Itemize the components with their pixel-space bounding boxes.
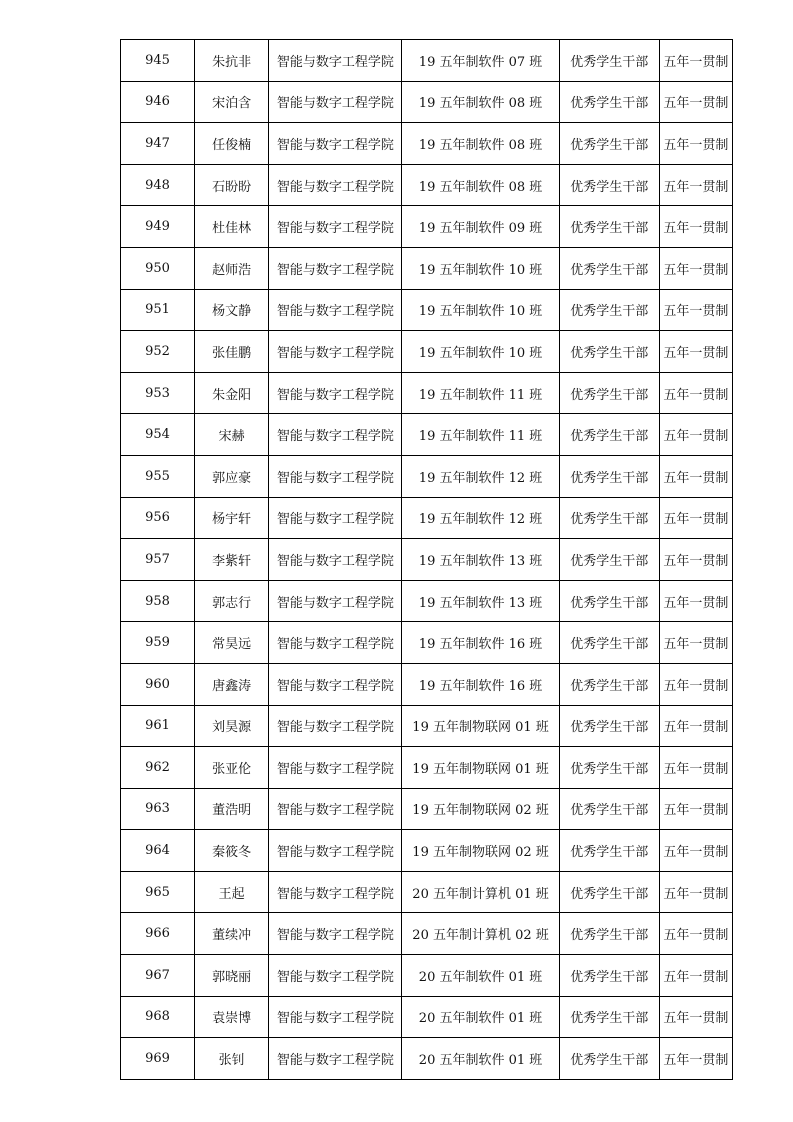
program-type-cell: 五年一贯制 (659, 830, 732, 872)
serial-number-cell: 955 (121, 455, 195, 497)
serial-number-cell: 958 (121, 580, 195, 622)
student-name-cell: 杨文静 (195, 289, 269, 331)
college-cell: 智能与数字工程学院 (269, 663, 402, 705)
program-type-cell: 五年一贯制 (659, 622, 732, 664)
table-row (121, 289, 733, 331)
college-cell: 智能与数字工程学院 (269, 331, 402, 373)
student-name-cell: 秦筱冬 (195, 830, 269, 872)
table-row (121, 40, 733, 82)
honor-title-cell: 优秀学生干部 (559, 497, 659, 539)
honor-title-cell: 优秀学生干部 (559, 40, 659, 82)
student-name-cell: 张钊 (195, 1038, 269, 1080)
honor-title-cell: 优秀学生干部 (559, 539, 659, 581)
serial-number-cell: 962 (121, 747, 195, 789)
honor-title-cell: 优秀学生干部 (559, 206, 659, 248)
student-name-cell: 郭应豪 (195, 455, 269, 497)
class-name-cell: 19 五年制软件 13 班 (402, 580, 559, 622)
student-name-cell: 常昊远 (195, 622, 269, 664)
serial-number-cell: 953 (121, 372, 195, 414)
class-name-cell: 19 五年制软件 16 班 (402, 663, 559, 705)
table-row (121, 1038, 733, 1080)
class-name-cell: 20 五年制计算机 02 班 (402, 913, 559, 955)
student-name-cell: 朱抗非 (195, 40, 269, 82)
program-type-cell: 五年一贯制 (659, 497, 732, 539)
honor-title-cell: 优秀学生干部 (559, 747, 659, 789)
table-row (121, 455, 733, 497)
program-type-cell: 五年一贯制 (659, 40, 732, 82)
honor-title-cell: 优秀学生干部 (559, 455, 659, 497)
student-name-cell: 张亚伦 (195, 747, 269, 789)
serial-number-cell: 969 (121, 1038, 195, 1080)
class-name-cell: 19 五年制软件 08 班 (402, 123, 559, 165)
student-name-cell: 杨宇轩 (195, 497, 269, 539)
honor-title-cell: 优秀学生干部 (559, 123, 659, 165)
serial-number-cell: 945 (121, 40, 195, 82)
table-row (121, 497, 733, 539)
honor-title-cell: 优秀学生干部 (559, 913, 659, 955)
serial-number-cell: 959 (121, 622, 195, 664)
program-type-cell: 五年一贯制 (659, 206, 732, 248)
class-name-cell: 19 五年制软件 11 班 (402, 372, 559, 414)
class-name-cell: 19 五年制软件 11 班 (402, 414, 559, 456)
table-row (121, 539, 733, 581)
table-row (121, 206, 733, 248)
class-name-cell: 19 五年制软件 10 班 (402, 331, 559, 373)
table-row (121, 747, 733, 789)
class-name-cell: 19 五年制软件 16 班 (402, 622, 559, 664)
class-name-cell: 19 五年制物联网 02 班 (402, 830, 559, 872)
honor-title-cell: 优秀学生干部 (559, 830, 659, 872)
table-row (121, 622, 733, 664)
table-row (121, 372, 733, 414)
serial-number-cell: 948 (121, 164, 195, 206)
program-type-cell: 五年一贯制 (659, 913, 732, 955)
table-row (121, 123, 733, 165)
program-type-cell: 五年一贯制 (659, 289, 732, 331)
serial-number-cell: 946 (121, 81, 195, 123)
program-type-cell: 五年一贯制 (659, 539, 732, 581)
student-name-cell: 王起 (195, 871, 269, 913)
college-cell: 智能与数字工程学院 (269, 788, 402, 830)
program-type-cell: 五年一贯制 (659, 455, 732, 497)
honor-title-cell: 优秀学生干部 (559, 871, 659, 913)
college-cell: 智能与数字工程学院 (269, 414, 402, 456)
serial-number-cell: 966 (121, 913, 195, 955)
table-row (121, 871, 733, 913)
class-name-cell: 20 五年制软件 01 班 (402, 1038, 559, 1080)
class-name-cell: 19 五年制软件 12 班 (402, 455, 559, 497)
serial-number-cell: 949 (121, 206, 195, 248)
honor-title-cell: 优秀学生干部 (559, 81, 659, 123)
honor-title-cell: 优秀学生干部 (559, 580, 659, 622)
honor-title-cell: 优秀学生干部 (559, 622, 659, 664)
program-type-cell: 五年一贯制 (659, 81, 732, 123)
student-name-cell: 赵师浩 (195, 247, 269, 289)
honor-title-cell: 优秀学生干部 (559, 372, 659, 414)
serial-number-cell: 951 (121, 289, 195, 331)
student-name-cell: 石盼盼 (195, 164, 269, 206)
table-body (121, 40, 733, 1080)
serial-number-cell: 960 (121, 663, 195, 705)
student-name-cell: 朱金阳 (195, 372, 269, 414)
table-row (121, 580, 733, 622)
class-name-cell: 20 五年制软件 01 班 (402, 955, 559, 997)
student-name-cell: 杜佳林 (195, 206, 269, 248)
class-name-cell: 19 五年制软件 08 班 (402, 81, 559, 123)
program-type-cell: 五年一贯制 (659, 1038, 732, 1080)
college-cell: 智能与数字工程学院 (269, 539, 402, 581)
student-name-cell: 董浩明 (195, 788, 269, 830)
student-name-cell: 唐鑫涛 (195, 663, 269, 705)
student-name-cell: 宋泊含 (195, 81, 269, 123)
college-cell: 智能与数字工程学院 (269, 206, 402, 248)
class-name-cell: 19 五年制软件 10 班 (402, 247, 559, 289)
program-type-cell: 五年一贯制 (659, 996, 732, 1038)
student-name-cell: 郭晓丽 (195, 955, 269, 997)
serial-number-cell: 950 (121, 247, 195, 289)
class-name-cell: 19 五年制软件 09 班 (402, 206, 559, 248)
program-type-cell: 五年一贯制 (659, 331, 732, 373)
serial-number-cell: 947 (121, 123, 195, 165)
program-type-cell: 五年一贯制 (659, 372, 732, 414)
college-cell: 智能与数字工程学院 (269, 871, 402, 913)
table-row (121, 955, 733, 997)
student-name-cell: 董续冲 (195, 913, 269, 955)
student-name-cell: 李紫轩 (195, 539, 269, 581)
student-name-cell: 宋赫 (195, 414, 269, 456)
college-cell: 智能与数字工程学院 (269, 40, 402, 82)
table-row (121, 663, 733, 705)
student-name-cell: 刘昊源 (195, 705, 269, 747)
serial-number-cell: 968 (121, 996, 195, 1038)
honor-title-cell: 优秀学生干部 (559, 955, 659, 997)
college-cell: 智能与数字工程学院 (269, 289, 402, 331)
program-type-cell: 五年一贯制 (659, 123, 732, 165)
program-type-cell: 五年一贯制 (659, 871, 732, 913)
table-row (121, 788, 733, 830)
serial-number-cell: 952 (121, 331, 195, 373)
student-name-cell: 袁崇博 (195, 996, 269, 1038)
program-type-cell: 五年一贯制 (659, 705, 732, 747)
honor-title-cell: 优秀学生干部 (559, 663, 659, 705)
college-cell: 智能与数字工程学院 (269, 81, 402, 123)
honor-title-cell: 优秀学生干部 (559, 788, 659, 830)
serial-number-cell: 961 (121, 705, 195, 747)
class-name-cell: 19 五年制物联网 01 班 (402, 705, 559, 747)
table-row (121, 164, 733, 206)
table-row (121, 331, 733, 373)
serial-number-cell: 965 (121, 871, 195, 913)
class-name-cell: 20 五年制计算机 01 班 (402, 871, 559, 913)
class-name-cell: 19 五年制软件 13 班 (402, 539, 559, 581)
college-cell: 智能与数字工程学院 (269, 580, 402, 622)
honor-title-cell: 优秀学生干部 (559, 705, 659, 747)
table-row (121, 705, 733, 747)
serial-number-cell: 964 (121, 830, 195, 872)
college-cell: 智能与数字工程学院 (269, 455, 402, 497)
student-name-cell: 任俊楠 (195, 123, 269, 165)
serial-number-cell: 957 (121, 539, 195, 581)
program-type-cell: 五年一贯制 (659, 663, 732, 705)
class-name-cell: 19 五年制物联网 02 班 (402, 788, 559, 830)
college-cell: 智能与数字工程学院 (269, 955, 402, 997)
program-type-cell: 五年一贯制 (659, 414, 732, 456)
table-row (121, 830, 733, 872)
class-name-cell: 19 五年制软件 08 班 (402, 164, 559, 206)
honor-title-cell: 优秀学生干部 (559, 247, 659, 289)
program-type-cell: 五年一贯制 (659, 955, 732, 997)
college-cell: 智能与数字工程学院 (269, 996, 402, 1038)
program-type-cell: 五年一贯制 (659, 164, 732, 206)
student-name-cell: 郭志行 (195, 580, 269, 622)
honor-title-cell: 优秀学生干部 (559, 164, 659, 206)
honor-title-cell: 优秀学生干部 (559, 996, 659, 1038)
college-cell: 智能与数字工程学院 (269, 123, 402, 165)
table-row (121, 996, 733, 1038)
college-cell: 智能与数字工程学院 (269, 372, 402, 414)
class-name-cell: 20 五年制软件 01 班 (402, 996, 559, 1038)
college-cell: 智能与数字工程学院 (269, 830, 402, 872)
class-name-cell: 19 五年制软件 12 班 (402, 497, 559, 539)
honor-list-table (120, 39, 733, 1080)
student-name-cell: 张佳鹏 (195, 331, 269, 373)
program-type-cell: 五年一贯制 (659, 747, 732, 789)
honor-title-cell: 优秀学生干部 (559, 414, 659, 456)
program-type-cell: 五年一贯制 (659, 580, 732, 622)
table-row (121, 247, 733, 289)
serial-number-cell: 956 (121, 497, 195, 539)
class-name-cell: 19 五年制物联网 01 班 (402, 747, 559, 789)
honor-title-cell: 优秀学生干部 (559, 1038, 659, 1080)
college-cell: 智能与数字工程学院 (269, 1038, 402, 1080)
college-cell: 智能与数字工程学院 (269, 705, 402, 747)
table-row (121, 913, 733, 955)
college-cell: 智能与数字工程学院 (269, 497, 402, 539)
college-cell: 智能与数字工程学院 (269, 622, 402, 664)
serial-number-cell: 967 (121, 955, 195, 997)
program-type-cell: 五年一贯制 (659, 788, 732, 830)
table-row (121, 81, 733, 123)
honor-title-cell: 优秀学生干部 (559, 289, 659, 331)
class-name-cell: 19 五年制软件 10 班 (402, 289, 559, 331)
college-cell: 智能与数字工程学院 (269, 164, 402, 206)
serial-number-cell: 954 (121, 414, 195, 456)
table-row (121, 414, 733, 456)
college-cell: 智能与数字工程学院 (269, 247, 402, 289)
program-type-cell: 五年一贯制 (659, 247, 732, 289)
college-cell: 智能与数字工程学院 (269, 747, 402, 789)
serial-number-cell: 963 (121, 788, 195, 830)
college-cell: 智能与数字工程学院 (269, 913, 402, 955)
honor-title-cell: 优秀学生干部 (559, 331, 659, 373)
class-name-cell: 19 五年制软件 07 班 (402, 40, 559, 82)
